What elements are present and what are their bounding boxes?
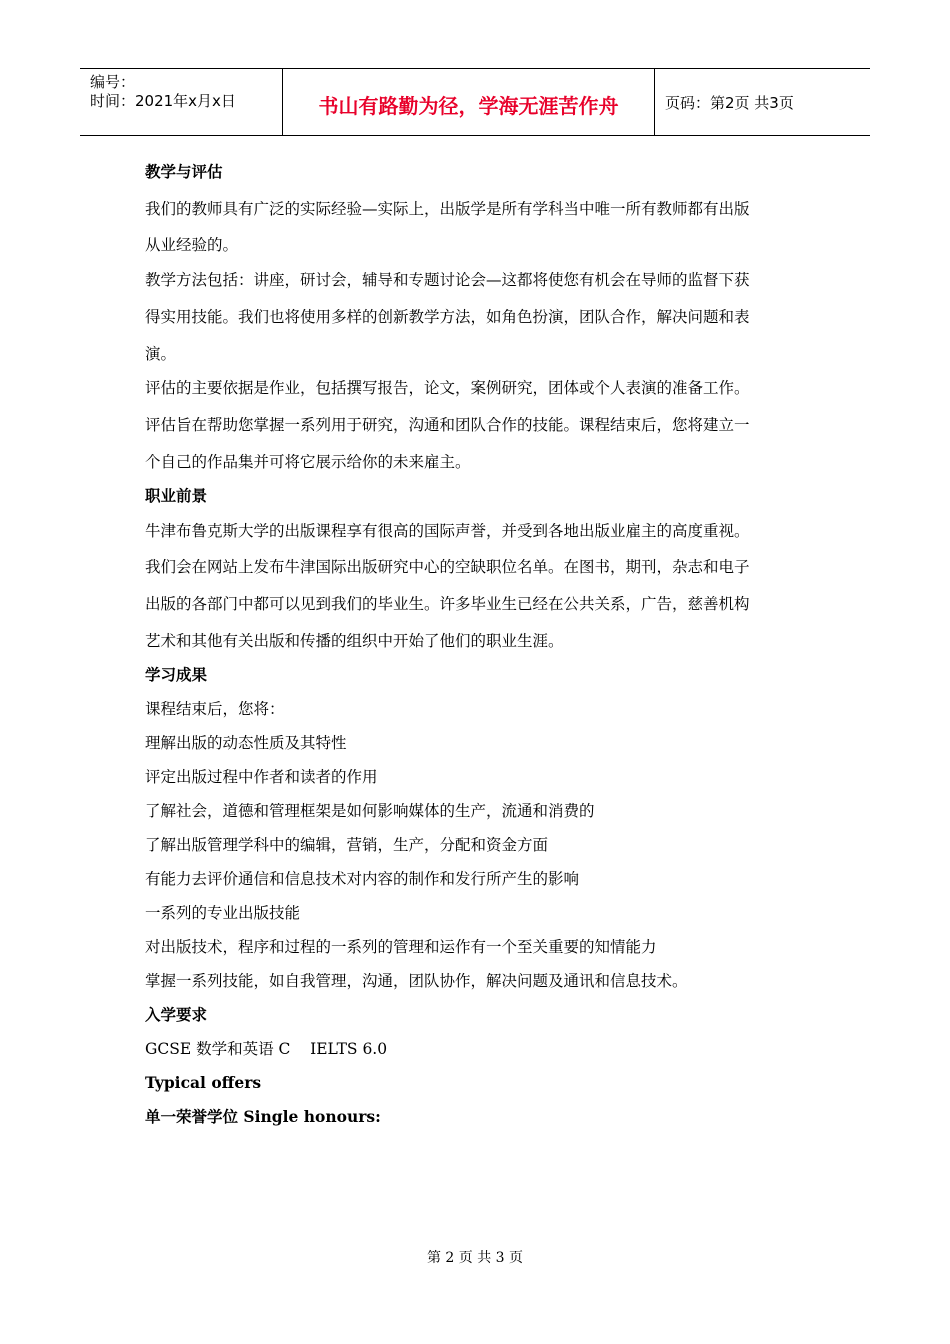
- paragraph-line: 我们会在网站上发布牛津国际出版研究中心的空缺职位名单。在图书，期刊，杂志和电子: [145, 558, 750, 576]
- list-item: 有能力去评价通信和信息技术对内容的制作和发行所产生的影响: [145, 870, 580, 888]
- list-item: 对出版技术，程序和过程的一系列的管理和运作有一个至关重要的知情能力: [145, 938, 657, 956]
- list-item: 课程结束后，您将：: [145, 700, 285, 718]
- paragraph-line: 教学方法包括：讲座，研讨会，辅导和专题讨论会—这都将使您有机会在导师的监督下获: [145, 271, 750, 289]
- paragraph-line: 评估的主要依据是作业，包括撰写报告，论文，案例研究，团体或个人表演的准备工作。: [145, 379, 750, 397]
- time-label: 时间：2021年x月x日: [90, 92, 236, 110]
- document-body: [145, 160, 815, 1129]
- paragraph-line: 个自己的作品集并可将它展示给你的未来雇主。: [145, 453, 471, 471]
- section-title-career: 职业前景: [145, 486, 208, 505]
- list-item: 了解社会，道德和管理框架是如何影响媒体的生产，流通和消费的: [145, 802, 595, 820]
- section-title-teaching: 教学与评估: [145, 162, 223, 181]
- list-item: 了解出版管理学科中的编辑，营销，生产，分配和资金方面: [145, 836, 549, 854]
- paragraph-line: 得实用技能。我们也将使用多样的创新教学方法，如角色扮演，团队合作，解决问题和表: [145, 308, 750, 326]
- header-page-info: 页码：第2页 共3页: [665, 93, 794, 112]
- header-motto: 书山有路勤为径，学海无涯苦作舟: [282, 69, 655, 135]
- paragraph-line: 出版的各部门中都可以见到我们的毕业生。许多毕业生已经在公共关系，广告，慈善机构: [145, 595, 750, 613]
- paragraph-line: 评估旨在帮助您掌握一系列用于研究，沟通和团队合作的技能。课程结束后，您将建立一: [145, 416, 750, 434]
- list-item: 一系列的专业出版技能: [145, 904, 301, 922]
- list-item: 掌握一系列技能，如自我管理，沟通，团队协作，解决问题及通讯和信息技术。: [145, 972, 688, 990]
- typical-offers-heading: Typical offers: [145, 1073, 262, 1092]
- section-title-entry: 入学要求: [145, 1005, 208, 1024]
- paragraph-line: 我们的教师具有广泛的实际经验—实际上，出版学是所有学科当中唯一所有教师都有出版: [145, 200, 750, 218]
- page-footer: 第 2 页 共 3 页: [426, 1250, 524, 1266]
- paragraph-line: 艺术和其他有关出版和传播的组织中开始了他们的职业生涯。: [145, 632, 564, 650]
- number-label: 编号：: [90, 73, 136, 91]
- header-meta: [80, 69, 282, 135]
- list-item: 理解出版的动态性质及其特性: [145, 734, 347, 752]
- paragraph-line: 牛津布鲁克斯大学的出版课程享有很高的国际声誉，并受到各地出版业雇主的高度重视。: [145, 522, 750, 540]
- entry-requirement: GCSE 数学和英语 C IELTS 6.0: [145, 1040, 388, 1058]
- section-title-outcomes: 学习成果: [145, 665, 208, 684]
- single-honours-heading: 单一荣誉学位 Single honours:: [145, 1107, 381, 1126]
- paragraph-line: 演。: [145, 345, 177, 363]
- list-item: 评定出版过程中作者和读者的作用: [145, 768, 378, 786]
- paragraph-line: 从业经验的。: [145, 236, 239, 254]
- page-header: [80, 68, 870, 136]
